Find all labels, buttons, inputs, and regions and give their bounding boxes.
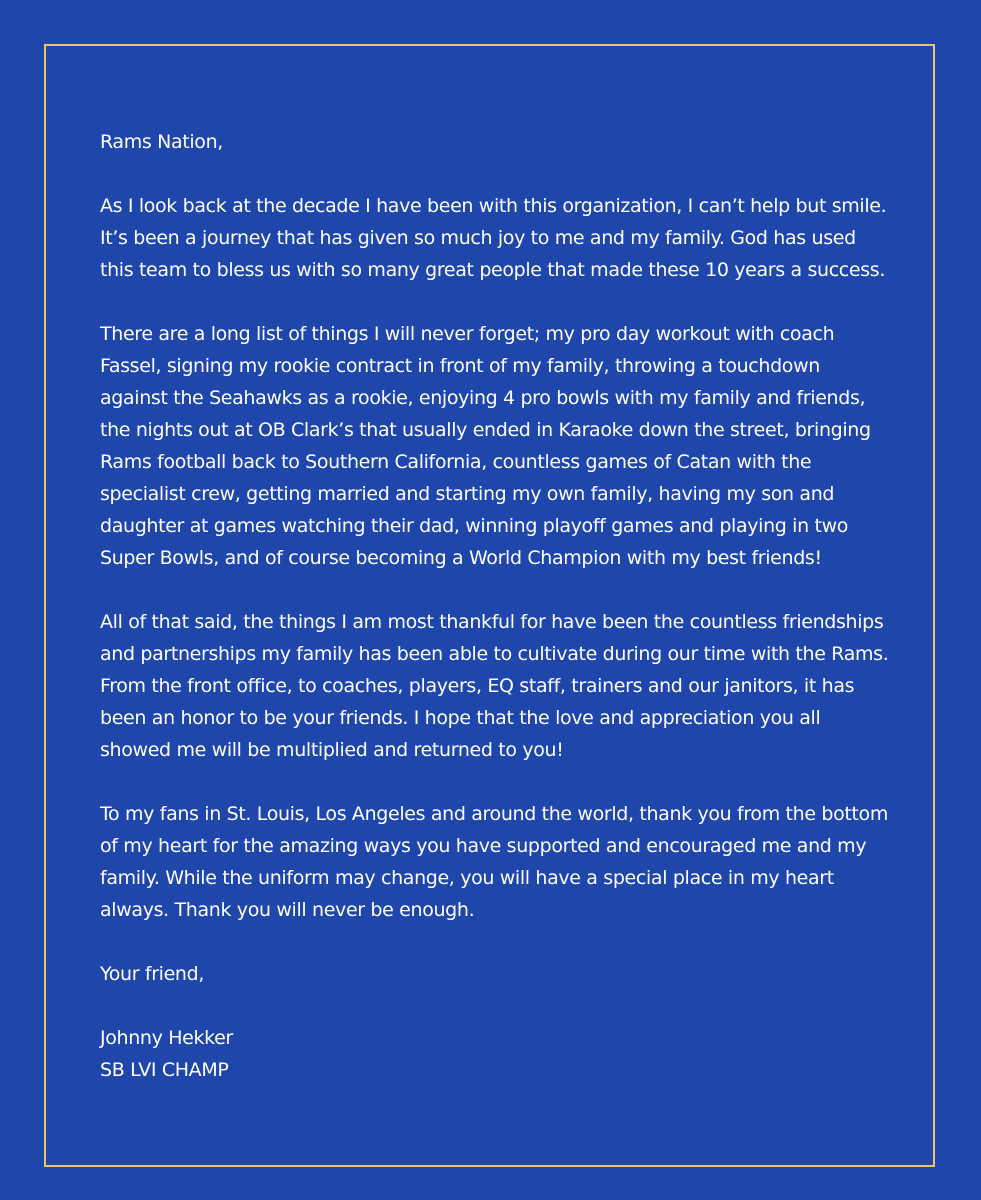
closing: Your friend, bbox=[100, 963, 205, 985]
paragraph-fans: To my fans in St. Louis, Los Angeles and around the world, thank you from the bottom of my heart for the amazing ways you have supported and encouraged me and my family. While the uniform may change, you will have a special place in my heart always. Thank you will never be enough. bbox=[100, 803, 888, 921]
signature-name: Johnny Hekker bbox=[100, 1027, 233, 1049]
paragraph-decade: As I look back at the decade I have been with this organization, I can’t help but smile. It’s been a journey that has given so much joy to me and my family. God has used this team to bless us with so many great people that made these 10 years a success. bbox=[100, 195, 887, 281]
letter-body bbox=[100, 126, 890, 1086]
paragraph-thankful: All of that said, the things I am most thankful for have been the countless friendships and partnerships my family has been able to cultivate during our time with the Rams. From the front office, to coaches, players, EQ staff, trainers and our janitors, it has been an honor to be your friends. I hope that the love and appreciation you all showed me will be multiplied and returned to you! bbox=[100, 611, 889, 761]
paragraph-memories: There are a long list of things I will never forget; my pro day workout with coach Fassel, signing my rookie contract in front of my family, throwing a touchdown against the Seahawks as a rookie, enjoying 4 pro bowls with my family and friends, the nights out at OB Clark’s that usually ended in Karaoke down the street, bringing Rams football back to Southern California, countless games of Catan with the specialist crew, getting married and starting my own family, having my son and daughter at games watching their dad, winning playoff games and playing in two Super Bowls, and of course becoming a World Champion with my best friends! bbox=[100, 323, 871, 569]
salutation: Rams Nation, bbox=[100, 131, 223, 153]
signature-title: SB LVI CHAMP bbox=[100, 1059, 229, 1081]
